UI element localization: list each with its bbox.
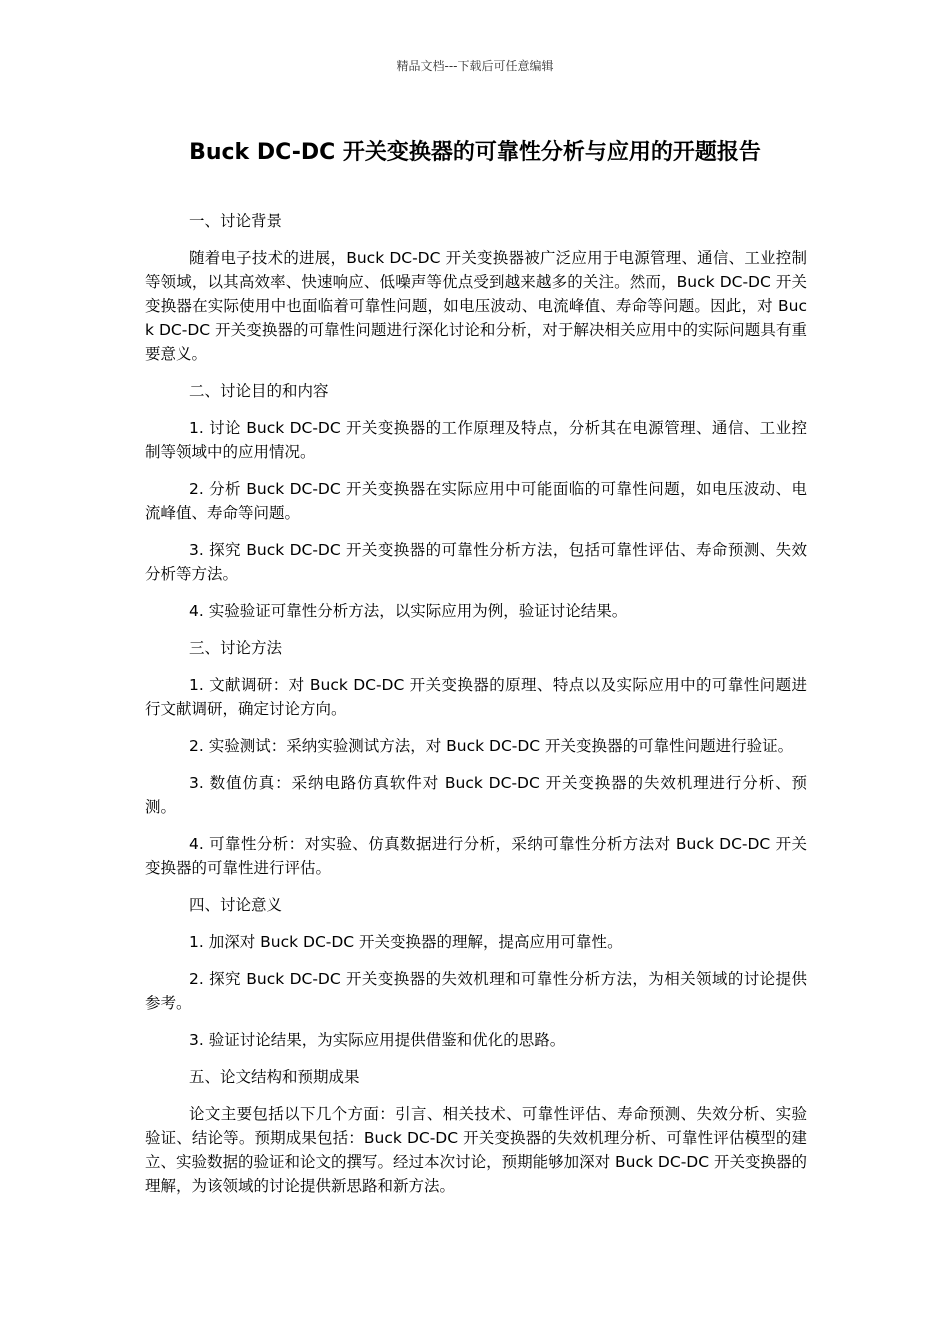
list-item-significance-2: 2. 探究 Buck DC-DC 开关变换器的失效机理和可靠性分析方法，为相关领域的讨论提供参考。 — [145, 970, 807, 1012]
list-item-method-3: 3. 数值仿真：采纳电路仿真软件对 Buck DC-DC 开关变换器的失效机理进行分析、预测。 — [145, 774, 807, 816]
section-heading-purpose: 二、讨论目的和内容 — [189, 382, 329, 400]
paragraph-background: 随着电子技术的进展，Buck DC-DC 开关变换器被广泛应用于电源管理、通信、工业控制等领域，以其高效率、快速响应、低噪声等优点受到越来越多的关注。然而，Buck DC-DC 开关变换器在实际使用中也面临着可靠性问题，如电压波动、电流峰值、寿命等问题。因此，对 Buck DC-DC 开关变换器的可靠性问题进行深化讨论和分析，对于解决相关应用中的实际问题具有重要意义。 — [145, 249, 807, 363]
section-heading-significance: 四、讨论意义 — [189, 896, 283, 914]
list-item-purpose-2: 2. 分析 Buck DC-DC 开关变换器在实际应用中可能面临的可靠性问题，如电压波动、电流峰值、寿命等问题。 — [145, 480, 807, 522]
paragraph-structure: 论文主要包括以下几个方面：引言、相关技术、可靠性评估、寿命预测、失效分析、实验验证、结论等。预期成果包括：Buck DC-DC 开关变换器的失效机理分析、可靠性评估模型的建立、实验数据的验证和论文的撰写。经过本次讨论，预期能够加深对 Buck DC-DC 开关变换器的理解，为该领域的讨论提供新思路和新方法。 — [145, 1105, 807, 1195]
section-heading-background: 一、讨论背景 — [189, 212, 283, 230]
list-item-significance-3: 3. 验证讨论结果，为实际应用提供借鉴和优化的思路。 — [189, 1031, 566, 1049]
list-item-method-4: 4. 可靠性分析：对实验、仿真数据进行分析，采纳可靠性分析方法对 Buck DC-DC 开关变换器的可靠性进行评估。 — [145, 835, 807, 877]
list-item-purpose-1: 1. 讨论 Buck DC-DC 开关变换器的工作原理及特点，分析其在电源管理、通信、工业控制等领域中的应用情况。 — [145, 419, 807, 461]
header-note: 精品文档---下载后可任意编辑 — [396, 59, 554, 73]
list-item-method-1: 1. 文献调研：对 Buck DC-DC 开关变换器的原理、特点以及实际应用中的可靠性问题进行文献调研，确定讨论方向。 — [145, 676, 807, 718]
list-item-significance-1: 1. 加深对 Buck DC-DC 开关变换器的理解，提高应用可靠性。 — [189, 933, 623, 951]
list-item-purpose-4: 4. 实验验证可靠性分析方法，以实际应用为例，验证讨论结果。 — [189, 602, 628, 620]
document-body — [145, 209, 807, 1211]
document-title: Buck DC-DC 开关变换器的可靠性分析与应用的开题报告 — [189, 140, 761, 165]
list-item-method-2: 2. 实验测试：采纳实验测试方法，对 Buck DC-DC 开关变换器的可靠性问题进行验证。 — [189, 737, 794, 755]
section-heading-methods: 三、讨论方法 — [189, 639, 283, 657]
list-item-purpose-3: 3. 探究 Buck DC-DC 开关变换器的可靠性分析方法，包括可靠性评估、寿命预测、失效分析等方法。 — [145, 541, 807, 583]
section-heading-structure: 五、论文结构和预期成果 — [189, 1068, 360, 1086]
